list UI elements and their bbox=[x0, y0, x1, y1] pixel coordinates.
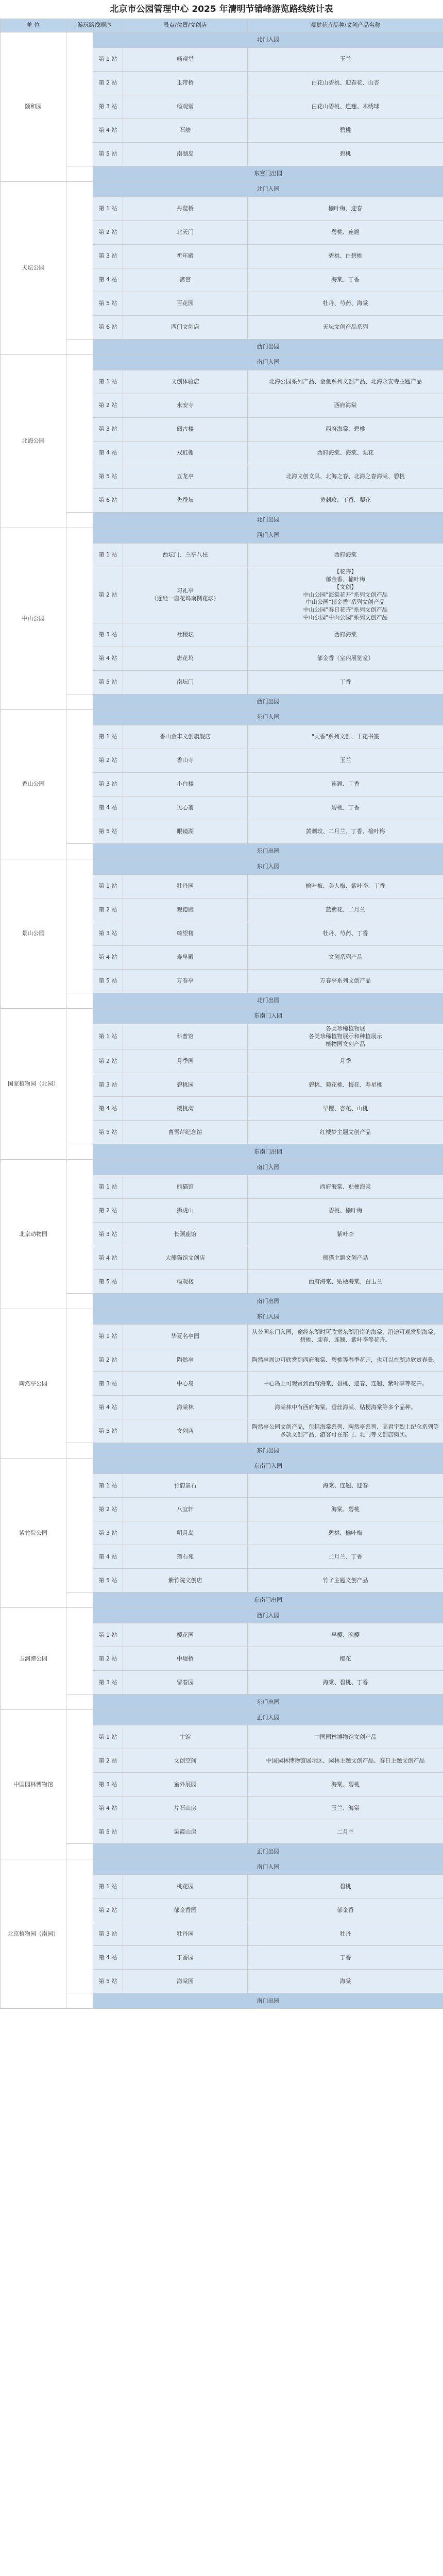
stop-number: 第 2 站 bbox=[93, 1049, 123, 1073]
park-name: 北京植物园（南园） bbox=[1, 1859, 66, 2009]
park-name: 中国园林博物馆 bbox=[1, 1710, 66, 1859]
gate-label: 东南门出园 bbox=[93, 1144, 443, 1160]
park-name: 国家植物园（北园） bbox=[1, 1008, 66, 1160]
stop-number: 第 4 站 bbox=[93, 1946, 123, 1970]
route-spacer bbox=[66, 340, 93, 355]
gate-label: 东南门出园 bbox=[93, 1592, 443, 1608]
stop-number: 第 3 站 bbox=[93, 1073, 123, 1097]
spot-name: 祈年殿 bbox=[123, 245, 248, 268]
gate-label: 北门出园 bbox=[93, 513, 443, 528]
stop-number: 第 5 站 bbox=[93, 820, 123, 843]
plant-name: 碧桃 bbox=[248, 1875, 443, 1899]
park-name: 天坛公园 bbox=[1, 182, 66, 355]
plant-name: 碧桃、菊花桃、梅花、寿星桃 bbox=[248, 1073, 443, 1097]
plant-name: 中国园林博物馆展示区、园林主题文创产品、春日主题文创产品 bbox=[248, 1749, 443, 1773]
park-name: 景山公园 bbox=[1, 859, 66, 1008]
plant-name: 碧桃 bbox=[248, 119, 443, 143]
gate-label: 东门入园 bbox=[93, 859, 443, 874]
stop-number: 第 4 站 bbox=[93, 442, 123, 465]
stop-number: 第 2 站 bbox=[93, 1348, 123, 1372]
stop-number: 第 3 站 bbox=[93, 623, 123, 647]
spot-name: 文创店 bbox=[123, 1419, 248, 1443]
spot-name: 西坛门、兰亭八柱 bbox=[123, 544, 248, 567]
spot-name: 主馆 bbox=[123, 1725, 248, 1749]
spot-name: 樱花园 bbox=[123, 1623, 248, 1647]
gate-label: 西门出园 bbox=[93, 340, 443, 355]
stop-number: 第 5 站 bbox=[93, 1121, 123, 1144]
gate-row bbox=[1, 1160, 443, 1175]
gate-label: 西门入园 bbox=[93, 528, 443, 544]
plant-name: 海棠 bbox=[248, 1970, 443, 1993]
gate-row bbox=[1, 1309, 443, 1325]
spot-name: 中心岛 bbox=[123, 1372, 248, 1396]
route-spacer bbox=[66, 355, 93, 513]
plant-name: 海棠、丁香 bbox=[248, 268, 443, 292]
spot-name: 南湖岛 bbox=[123, 143, 248, 166]
gate-row bbox=[1, 709, 443, 725]
spot-name: 桃花园 bbox=[123, 1875, 248, 1899]
route-spacer bbox=[66, 859, 93, 993]
stop-number: 第 3 站 bbox=[93, 245, 123, 268]
spot-name: 筠石苑 bbox=[123, 1545, 248, 1569]
stop-number: 第 2 站 bbox=[93, 567, 123, 623]
stop-number: 第 2 站 bbox=[93, 1647, 123, 1671]
spot-name: 海棠林 bbox=[123, 1396, 248, 1419]
plant-name: 海棠林中有西府海棠、垂丝海棠、贴梗海棠等多个品种。 bbox=[248, 1396, 443, 1419]
plant-name: 碧桃 bbox=[248, 143, 443, 166]
gate-row bbox=[1, 859, 443, 874]
plant-name: 天坛文创产品系列 bbox=[248, 316, 443, 340]
gate-row bbox=[1, 182, 443, 197]
gate-row bbox=[1, 1993, 443, 2009]
spot-name: 留春园 bbox=[123, 1671, 248, 1694]
spot-name: 室外展园 bbox=[123, 1773, 248, 1797]
gate-row bbox=[1, 1710, 443, 1725]
stop-number: 第 2 站 bbox=[93, 1749, 123, 1773]
spot-name: 西门文创店 bbox=[123, 316, 248, 340]
stop-number: 第 3 站 bbox=[93, 1372, 123, 1396]
plant-name: 郁金香（室内展览室） bbox=[248, 647, 443, 670]
stop-number: 第 5 站 bbox=[93, 1569, 123, 1592]
spot-name: 牡丹园 bbox=[123, 1922, 248, 1946]
plant-name: 榆叶梅、迎春 bbox=[248, 197, 443, 221]
table-header-row bbox=[1, 19, 443, 32]
plant-name: 碧桃、榆叶梅 bbox=[248, 1199, 443, 1223]
gate-row bbox=[1, 355, 443, 370]
gate-row bbox=[1, 1844, 443, 1859]
route-table bbox=[0, 19, 443, 2009]
spot-name: 小白楼 bbox=[123, 772, 248, 796]
gate-label: 东门出园 bbox=[93, 1694, 443, 1710]
stop-number: 第 4 站 bbox=[93, 647, 123, 670]
spot-name: 畅观堂 bbox=[123, 95, 248, 119]
gate-row bbox=[1, 528, 443, 544]
route-spacer bbox=[66, 1608, 93, 1694]
plant-name: 碧桃、白碧桃 bbox=[248, 245, 443, 268]
gate-row bbox=[1, 1459, 443, 1474]
spot-name: 香山寺 bbox=[123, 749, 248, 772]
spot-name: 文创空间 bbox=[123, 1749, 248, 1773]
spot-name: 樱桃沟 bbox=[123, 1097, 248, 1121]
spot-name: 阅古楼 bbox=[123, 418, 248, 442]
route-spacer bbox=[66, 993, 93, 1008]
stop-number: 第 3 站 bbox=[93, 418, 123, 442]
plant-name: 早樱、晚樱 bbox=[248, 1623, 443, 1647]
plant-name: 牡丹 bbox=[248, 1922, 443, 1946]
gate-row bbox=[1, 1294, 443, 1309]
plant-name: 黄刺玫、二月兰、丁香、榆叶梅 bbox=[248, 820, 443, 843]
route-spacer bbox=[66, 1160, 93, 1294]
spot-name: 牡丹园 bbox=[123, 874, 248, 898]
route-spacer bbox=[66, 1592, 93, 1608]
route-spacer bbox=[66, 843, 93, 859]
route-spacer bbox=[66, 1309, 93, 1443]
park-name: 北海公园 bbox=[1, 355, 66, 528]
spot-name: 万春亭 bbox=[123, 969, 248, 993]
plant-name: 黄刺玫、丁香、梨花 bbox=[248, 489, 443, 513]
stop-number: 第 1 站 bbox=[93, 1175, 123, 1199]
route-spacer bbox=[66, 1993, 93, 2009]
spot-name: 片石山房 bbox=[123, 1797, 248, 1820]
spot-name: 紫竹院文创店 bbox=[123, 1569, 248, 1592]
spot-name: 观德殿 bbox=[123, 898, 248, 922]
plant-name: 月季 bbox=[248, 1049, 443, 1073]
plant-name: 西府海棠、贴梗海棠、白玉兰 bbox=[248, 1270, 443, 1294]
spot-name: 八宜轩 bbox=[123, 1498, 248, 1521]
stop-number: 第 3 站 bbox=[93, 1922, 123, 1946]
plant-name: 蓝紫花、二月兰 bbox=[248, 898, 443, 922]
plant-name: 西府海棠 bbox=[248, 394, 443, 418]
plant-name: 海棠、碧桃 bbox=[248, 1773, 443, 1797]
stop-number: 第 3 站 bbox=[93, 1521, 123, 1545]
gate-row bbox=[1, 340, 443, 355]
spot-name: 石舫 bbox=[123, 119, 248, 143]
plant-name: 樱花 bbox=[248, 1647, 443, 1671]
spot-name: 中堤桥 bbox=[123, 1647, 248, 1671]
park-name: 玉渊潭公园 bbox=[1, 1608, 66, 1710]
stop-number: 第 4 站 bbox=[93, 1545, 123, 1569]
park-name: 香山公园 bbox=[1, 709, 66, 859]
spot-name: 先蚕坛 bbox=[123, 489, 248, 513]
spot-name: 永安寺 bbox=[123, 394, 248, 418]
plant-name: 红楼梦主题文创产品 bbox=[248, 1121, 443, 1144]
plant-name: 海棠、连翘、迎春 bbox=[248, 1474, 443, 1498]
plant-name: 西府海棠、碧桃 bbox=[248, 418, 443, 442]
gate-row bbox=[1, 1608, 443, 1623]
stop-number: 第 3 站 bbox=[93, 772, 123, 796]
plant-name: 陶然亭公园文创产品，包括海棠系列、陶然亭系列、高君宇烈士纪念系列等多款文创产品，游客可在东门、北门等文创店购买。 bbox=[248, 1419, 443, 1443]
route-spacer bbox=[66, 1443, 93, 1459]
plant-name: 海棠、碧桃 bbox=[248, 1498, 443, 1521]
spot-name: 丹陛桥 bbox=[123, 197, 248, 221]
stop-number: 第 1 站 bbox=[93, 874, 123, 898]
route-spacer bbox=[66, 1844, 93, 1859]
plant-name: 白花山碧桃、连翘、木绣球 bbox=[248, 95, 443, 119]
table-body bbox=[1, 32, 443, 2009]
plant-name: 紫叶李 bbox=[248, 1223, 443, 1246]
stop-number: 第 5 站 bbox=[93, 1270, 123, 1294]
plant-name: 玉兰 bbox=[248, 749, 443, 772]
header-unit: 单 位 bbox=[1, 19, 66, 32]
spot-name: 玉带桥 bbox=[123, 72, 248, 95]
stop-number: 第 1 站 bbox=[93, 1024, 123, 1049]
spot-name: 碧桃园 bbox=[123, 1073, 248, 1097]
gate-row bbox=[1, 1008, 443, 1024]
plant-name: 北海公园系列产品、金鱼系列文创产品、北海永安寺主题产品 bbox=[248, 370, 443, 394]
plant-name: 牡丹、芍药、丁香 bbox=[248, 922, 443, 945]
plant-name: 碧桃、榆叶梅 bbox=[248, 1521, 443, 1545]
route-spacer bbox=[66, 694, 93, 709]
plant-name: 中国园林博物馆文创产品 bbox=[248, 1725, 443, 1749]
stop-number: 第 4 站 bbox=[93, 268, 123, 292]
stop-number: 第 1 站 bbox=[93, 1474, 123, 1498]
gate-row bbox=[1, 993, 443, 1008]
stop-number: 第 1 站 bbox=[93, 1623, 123, 1647]
plant-name: 陶然亭周边可欣赏到西府海棠、碧桃等春季花卉，也可以在湖边欣赏春景。 bbox=[248, 1348, 443, 1372]
gate-label: 东宫门出园 bbox=[93, 166, 443, 182]
header-plant: 观赏花卉品种/文创产品名称 bbox=[248, 19, 443, 32]
spot-name: 社稷坛 bbox=[123, 623, 248, 647]
spot-name: 月季园 bbox=[123, 1049, 248, 1073]
gate-label: 东南门入园 bbox=[93, 1459, 443, 1474]
gate-row bbox=[1, 513, 443, 528]
stop-number: 第 2 站 bbox=[93, 394, 123, 418]
spot-name: 竹韵景石 bbox=[123, 1474, 248, 1498]
stop-number: 第 4 站 bbox=[93, 1396, 123, 1419]
stop-number: 第 2 站 bbox=[93, 1498, 123, 1521]
spot-name: 百花园 bbox=[123, 292, 248, 316]
route-spacer bbox=[66, 1694, 93, 1710]
gate-row bbox=[1, 166, 443, 182]
gate-row bbox=[1, 1144, 443, 1160]
stop-number: 第 1 站 bbox=[93, 1875, 123, 1899]
spot-name: 北天门 bbox=[123, 221, 248, 245]
spot-name: 南坛门 bbox=[123, 670, 248, 694]
plant-name: 郁金香 bbox=[248, 1899, 443, 1922]
route-spacer bbox=[66, 1008, 93, 1144]
spot-name: 丁香园 bbox=[123, 1946, 248, 1970]
spot-name: 陶然亭 bbox=[123, 1348, 248, 1372]
spot-name: 见心斋 bbox=[123, 796, 248, 820]
plant-name: 牡丹、芍药、海棠 bbox=[248, 292, 443, 316]
spot-name: 唐花坞 bbox=[123, 647, 248, 670]
gate-row bbox=[1, 843, 443, 859]
stop-number: 第 1 站 bbox=[93, 1725, 123, 1749]
spot-name: 长颈鹿馆 bbox=[123, 1223, 248, 1246]
route-spacer bbox=[66, 32, 93, 166]
route-spacer bbox=[66, 1294, 93, 1309]
plant-name: 北海文创文具、北海之春、北海之春海棠、碧桃 bbox=[248, 465, 443, 489]
plant-name: 玉兰 bbox=[248, 48, 443, 72]
gate-row bbox=[1, 1859, 443, 1875]
stop-number: 第 1 站 bbox=[93, 725, 123, 749]
stop-number: 第 2 站 bbox=[93, 898, 123, 922]
route-spacer bbox=[66, 166, 93, 182]
stop-number: 第 1 站 bbox=[93, 370, 123, 394]
stop-number: 第 5 站 bbox=[93, 969, 123, 993]
plant-name: 连翘、丁香 bbox=[248, 772, 443, 796]
stop-number: 第 5 站 bbox=[93, 465, 123, 489]
plant-name: 早樱、杏花、山桃 bbox=[248, 1097, 443, 1121]
gate-label: 东南门入园 bbox=[93, 1008, 443, 1024]
park-name: 中山公园 bbox=[1, 528, 66, 710]
spot-name: 斋宫 bbox=[123, 268, 248, 292]
route-spacer bbox=[66, 528, 93, 694]
gate-label: 北门出园 bbox=[93, 993, 443, 1008]
gate-row bbox=[1, 1592, 443, 1608]
plant-name: 白花山碧桃、迎春花、山杏 bbox=[248, 72, 443, 95]
stop-number: 第 1 站 bbox=[93, 544, 123, 567]
plant-name: 各类珍稀植物展 各类珍稀植物展示和种植展示 植物园文创产品 bbox=[248, 1024, 443, 1049]
stop-number: 第 1 站 bbox=[93, 197, 123, 221]
gate-label: 东门出园 bbox=[93, 843, 443, 859]
spot-name: 华夏名亭园 bbox=[123, 1325, 248, 1348]
route-spacer bbox=[66, 1859, 93, 1993]
stop-number: 第 2 站 bbox=[93, 221, 123, 245]
plant-name: 熊猫主题文创产品 bbox=[248, 1246, 443, 1270]
stop-number: 第 6 站 bbox=[93, 316, 123, 340]
spot-name: 熊猫馆 bbox=[123, 1175, 248, 1199]
stop-number: 第 1 站 bbox=[93, 1325, 123, 1348]
stop-number: 第 2 站 bbox=[93, 749, 123, 772]
stop-number: 第 3 站 bbox=[93, 1223, 123, 1246]
gate-label: 北门入园 bbox=[93, 32, 443, 48]
spot-name: 海棠园 bbox=[123, 1970, 248, 1993]
header-order: 游玩路线顺序 bbox=[66, 19, 123, 32]
gate-label: 南门入园 bbox=[93, 355, 443, 370]
spot-name: 眼镜湖 bbox=[123, 820, 248, 843]
gate-row bbox=[1, 1443, 443, 1459]
plant-name: 玉兰、海棠 bbox=[248, 1797, 443, 1820]
stop-number: 第 5 站 bbox=[93, 1820, 123, 1844]
plant-name: 丁香 bbox=[248, 1946, 443, 1970]
spot-name: 绮望楼 bbox=[123, 922, 248, 945]
spot-name: 畅观堂 bbox=[123, 48, 248, 72]
plant-name: 榆叶梅、美人梅、紫叶李、丁香 bbox=[248, 874, 443, 898]
plant-name: 二月兰 bbox=[248, 1820, 443, 1844]
gate-label: 东门入园 bbox=[93, 1309, 443, 1325]
stop-number: 第 4 站 bbox=[93, 1797, 123, 1820]
stop-number: 第 3 站 bbox=[93, 95, 123, 119]
gate-label: 南门入园 bbox=[93, 1859, 443, 1875]
stop-number: 第 4 站 bbox=[93, 945, 123, 969]
spot-name: 狮虎山 bbox=[123, 1199, 248, 1223]
plant-name: 万春亭系列文创产品 bbox=[248, 969, 443, 993]
stop-number: 第 4 站 bbox=[93, 119, 123, 143]
stop-number: 第 1 站 bbox=[93, 48, 123, 72]
stop-number: 第 5 站 bbox=[93, 1970, 123, 1993]
spot-name: 五龙亭 bbox=[123, 465, 248, 489]
stop-number: 第 5 站 bbox=[93, 670, 123, 694]
header-spot: 景点/位置/文创店 bbox=[123, 19, 248, 32]
spot-name: 染霞山房 bbox=[123, 1820, 248, 1844]
plant-name: 丁香 bbox=[248, 670, 443, 694]
park-name: 北京动物园 bbox=[1, 1160, 66, 1309]
stop-number: 第 3 站 bbox=[93, 1671, 123, 1694]
plant-name: 西府海棠 bbox=[248, 544, 443, 567]
route-spacer bbox=[66, 1710, 93, 1844]
plant-name: 中心岛上可观赏到西府海棠、碧桃、迎春、连翘、紫叶李等花卉。 bbox=[248, 1372, 443, 1396]
stop-number: 第 5 站 bbox=[93, 292, 123, 316]
spot-name: 科普馆 bbox=[123, 1024, 248, 1049]
gate-label: 南门出园 bbox=[93, 1993, 443, 2009]
stop-number: 第 5 站 bbox=[93, 143, 123, 166]
gate-row bbox=[1, 32, 443, 48]
gate-label: 东门出园 bbox=[93, 1443, 443, 1459]
gate-label: 西门出园 bbox=[93, 694, 443, 709]
spot-name: 文创体验店 bbox=[123, 370, 248, 394]
plant-name: 海棠、碧桃、丁香 bbox=[248, 1671, 443, 1694]
route-spacer bbox=[66, 513, 93, 528]
stop-number: 第 5 站 bbox=[93, 1419, 123, 1443]
spot-name: 郁金香园 bbox=[123, 1899, 248, 1922]
gate-label: 南门出园 bbox=[93, 1294, 443, 1309]
plant-name: 西府海棠 bbox=[248, 623, 443, 647]
gate-row bbox=[1, 694, 443, 709]
stop-number: 第 2 站 bbox=[93, 72, 123, 95]
park-name: 颐和园 bbox=[1, 32, 66, 182]
plant-name: 二月兰、丁香 bbox=[248, 1545, 443, 1569]
spot-name: 畅观楼 bbox=[123, 1270, 248, 1294]
stop-number: 第 4 站 bbox=[93, 1246, 123, 1270]
page-title: 北京市公园管理中心 2025 年清明节错峰游览路线统计表 bbox=[110, 4, 333, 14]
route-spacer bbox=[66, 182, 93, 340]
spot-name: 明月岛 bbox=[123, 1521, 248, 1545]
plant-name: 从公园东门入园，途经东湖时可欣赏东湖沿岸的海棠，沿途可观赏到海棠、碧桃、迎春、连翘、紫叶李等花卉。 bbox=[248, 1325, 443, 1348]
stop-number: 第 3 站 bbox=[93, 922, 123, 945]
spot-name: 曹雪芹纪念馆 bbox=[123, 1121, 248, 1144]
stop-number: 第 3 站 bbox=[93, 1773, 123, 1797]
route-spacer bbox=[66, 709, 93, 843]
spot-name: 习礼亭 （途经一唐花坞南侧花坛） bbox=[123, 567, 248, 623]
plant-name: 西府海棠、海棠、梨花 bbox=[248, 442, 443, 465]
stop-number: 第 2 站 bbox=[93, 1199, 123, 1223]
plant-name: 【花卉】 郁金香、榆叶梅 【文创】 中山公园"海棠花开"系列文创产品 中山公园"郁金香"系列文创产品 中山公园"春日花卉"系列文创产品 中山公园"中山公园"系列文创产品 bbox=[248, 567, 443, 623]
stop-number: 第 4 站 bbox=[93, 1097, 123, 1121]
plant-name: 碧桃、丁香 bbox=[248, 796, 443, 820]
plant-name: 竹子主题文创产品 bbox=[248, 1569, 443, 1592]
spot-name: 双虹榭 bbox=[123, 442, 248, 465]
plant-name: 西府海棠、贴梗海棠 bbox=[248, 1175, 443, 1199]
spot-name: 寿皇殿 bbox=[123, 945, 248, 969]
park-name: 紫竹院公园 bbox=[1, 1459, 66, 1608]
stop-number: 第 6 站 bbox=[93, 489, 123, 513]
spot-name: 大熊猫馆文创店 bbox=[123, 1246, 248, 1270]
stop-number: 第 4 站 bbox=[93, 796, 123, 820]
route-spacer bbox=[66, 1459, 93, 1592]
plant-name: 碧桃、连翘 bbox=[248, 221, 443, 245]
route-spacer bbox=[66, 1144, 93, 1160]
gate-label: 南门入园 bbox=[93, 1160, 443, 1175]
gate-label: 西门入园 bbox=[93, 1608, 443, 1623]
park-name: 陶然亭公园 bbox=[1, 1309, 66, 1459]
plant-name: 文创系列产品 bbox=[248, 945, 443, 969]
gate-label: 正门入园 bbox=[93, 1710, 443, 1725]
stop-number: 第 2 站 bbox=[93, 1899, 123, 1922]
plant-name: "天香"系列文创、干花书签 bbox=[248, 725, 443, 749]
gate-label: 正门出园 bbox=[93, 1844, 443, 1859]
gate-row bbox=[1, 1694, 443, 1710]
spot-name: 香山金丰文创旗舰店 bbox=[123, 725, 248, 749]
gate-label: 北门入园 bbox=[93, 182, 443, 197]
gate-label: 东门入园 bbox=[93, 709, 443, 725]
